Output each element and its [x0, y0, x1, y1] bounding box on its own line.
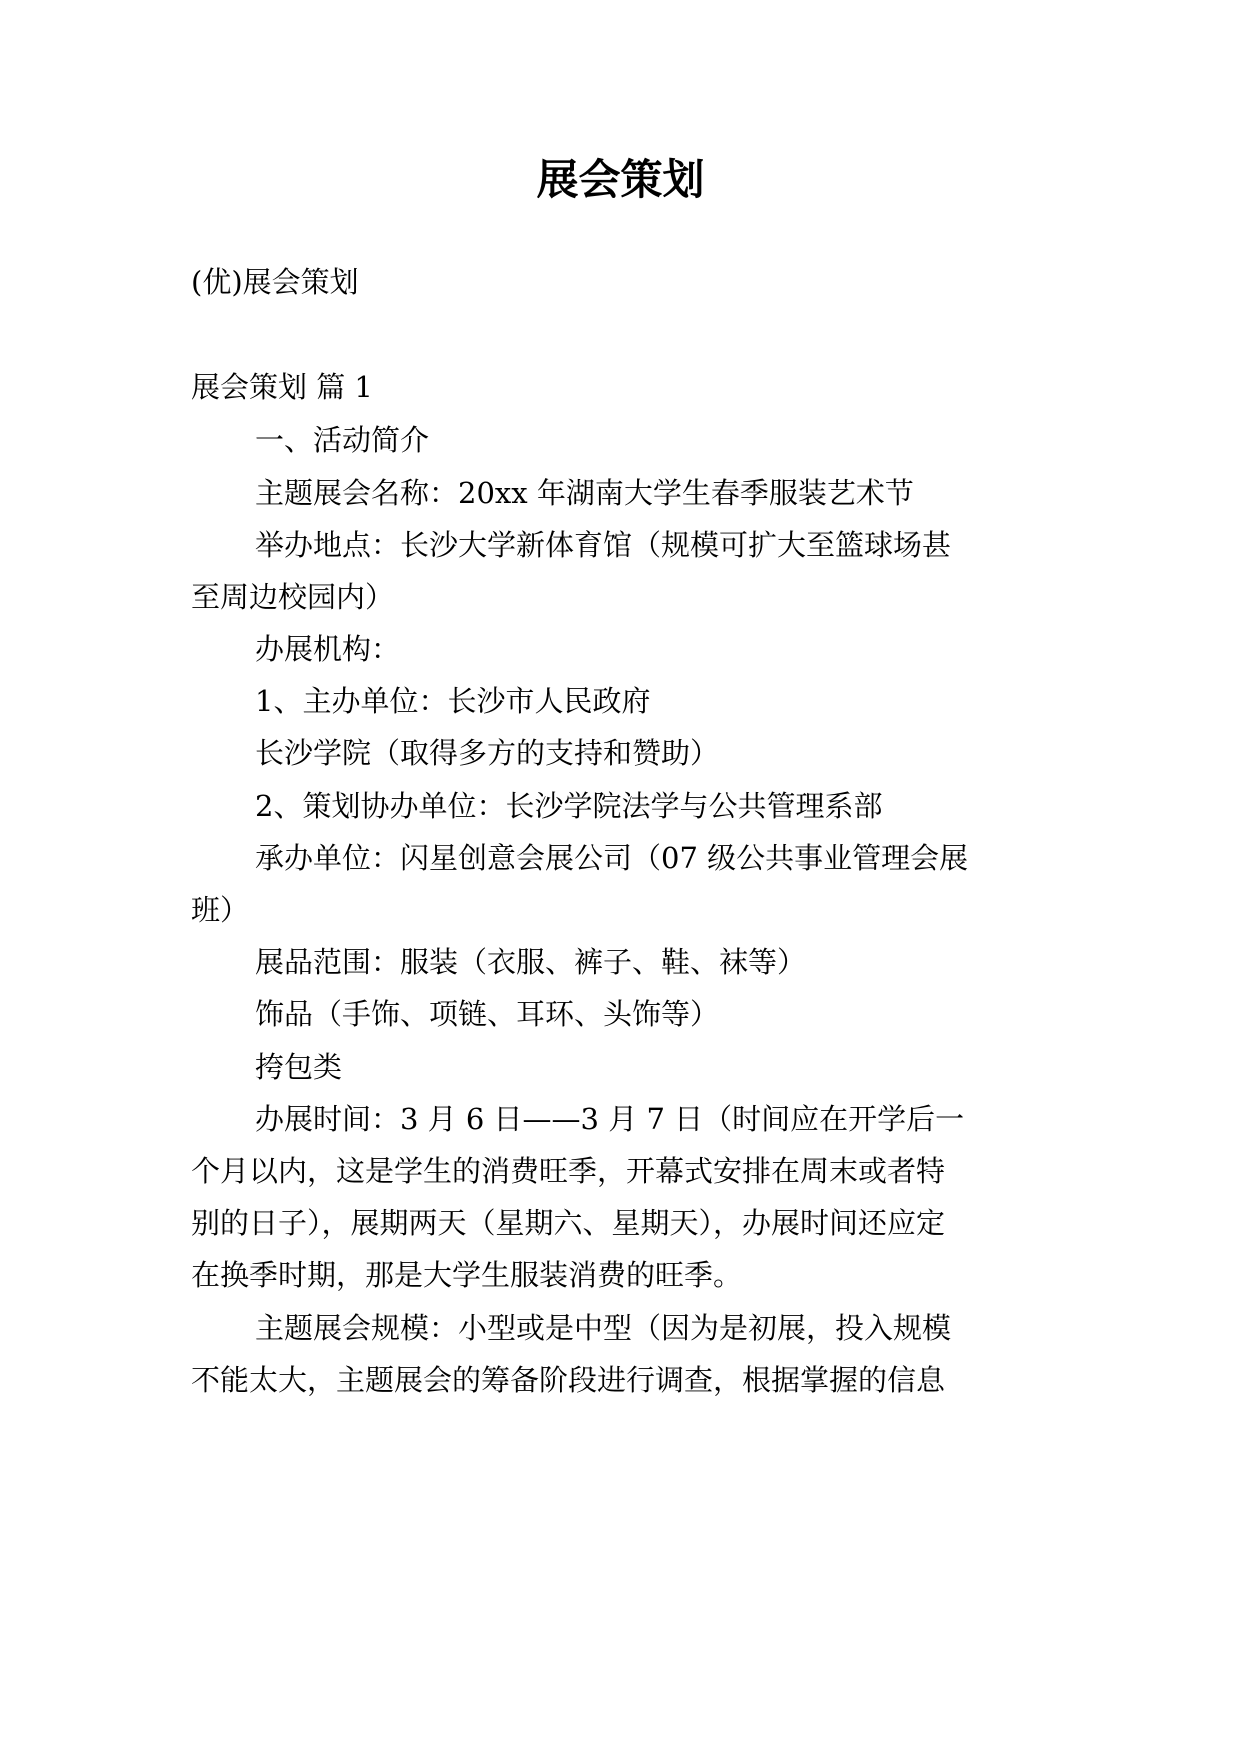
paragraph-line: 1、主办单位：长沙市人民政府: [255, 684, 651, 718]
paragraph-line: 个月以内，这是学生的消费旺季，开幕式安排在周末或者特: [191, 1154, 946, 1188]
paragraph-line: 别的日子），展期两天（星期六、星期天），办展时间还应定: [191, 1206, 946, 1240]
paragraph-line: 展品范围：服装（衣服、裤子、鞋、袜等）: [255, 945, 807, 979]
document-title: 展会策划: [536, 155, 705, 204]
paragraph-line: 在换季时期，那是大学生服装消费的旺季。: [191, 1258, 743, 1292]
paragraph-line: 主题展会规模：小型或是中型（因为是初展，投入规模: [255, 1311, 952, 1345]
paragraph-line: 一、活动简介: [255, 423, 430, 457]
paragraph-line: 承办单位：闪星创意会展公司（07 级公共事业管理会展: [255, 841, 969, 875]
paragraph-line: 至周边校园内）: [191, 580, 395, 614]
paragraph-line: 班）: [191, 893, 250, 927]
paragraph-line: 长沙学院（取得多方的支持和赞助）: [255, 736, 720, 770]
paragraph-line: 不能太大，主题展会的筹备阶段进行调查，根据掌握的信息: [191, 1363, 946, 1397]
paragraph-line: 2、策划协办单位：长沙学院法学与公共管理系部: [255, 789, 883, 823]
paragraph-line: 主题展会名称：20xx 年湖南大学生春季服装艺术节: [255, 476, 914, 510]
paragraph-line: 办展时间：3 月 6 日——3 月 7 日（时间应在开学后一: [255, 1102, 965, 1136]
section-heading: 展会策划 篇 1: [191, 370, 373, 404]
paragraph-line: 举办地点：长沙大学新体育馆（规模可扩大至篮球场甚: [255, 528, 952, 562]
paragraph-line: 办展机构：: [255, 632, 401, 666]
document-subtitle: (优)展会策划: [191, 265, 359, 299]
paragraph-line: 饰品（手饰、项链、耳环、头饰等）: [255, 997, 720, 1031]
paragraph-line: 挎包类: [255, 1050, 343, 1084]
